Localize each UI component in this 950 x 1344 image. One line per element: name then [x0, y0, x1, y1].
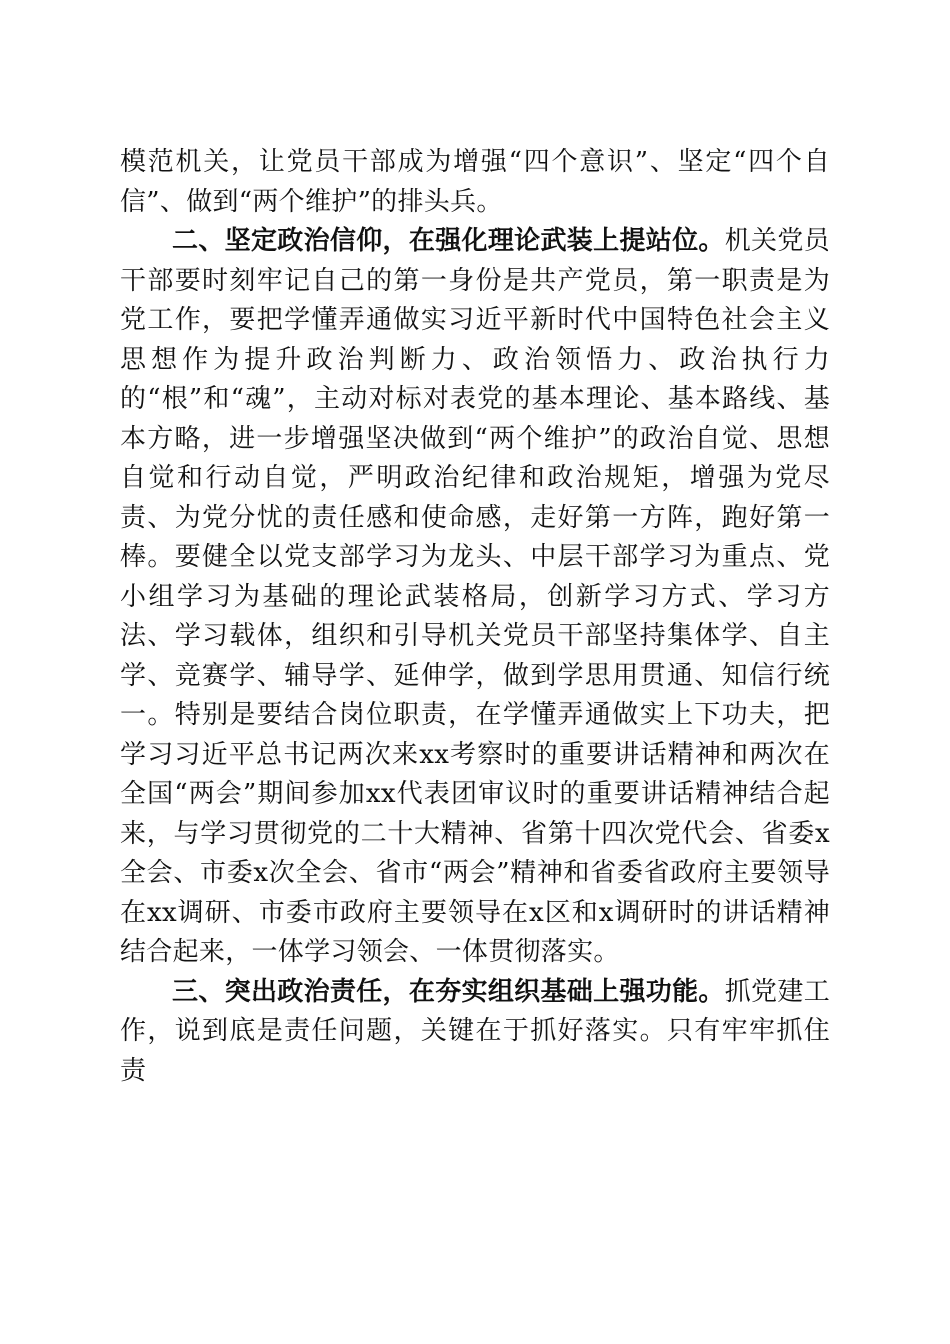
paragraph-text: 抓党建工作，说到底是责任问题，关键在于抓好落实。只有牢牢抓住责: [120, 976, 830, 1086]
section-heading: 三、突出政治责任，在夯实组织基础上强功能。: [172, 976, 725, 1007]
document-body: [120, 143, 830, 1091]
paragraph-section-3: [120, 973, 830, 1092]
section-heading: 二、坚定政治信仰，在强化理论武装上提站位。: [172, 226, 725, 256]
paragraph-continuation: [120, 143, 830, 222]
paragraph-section-2: [120, 222, 830, 973]
paragraph-text: 模范机关，让党员干部成为增强“四个意识”、坚定“四个自信”、做到“两个维护”的排头兵。: [120, 147, 830, 217]
paragraph-text: 机关党员干部要时刻牢记自己的第一身份是共产党员，第一职责是为党工作，要把学懂弄通做实习近平新时代中国特色社会主义思想作为提升政治判断力、政治领悟力、政治执行力的“根”和“魂”，主动对标对表党的基本理论、基本路线、基本方略，进一步增强坚决做到“两个维护”的政治自觉、思想自觉和行动自觉，严明政治纪律和政治规矩，增强为党尽责、为党分忧的责任感和使命感，走好第一方阵，跑好第一棒。要健全以党支部学习为龙头、中层干部学习为重点、党小组学习为基础的理论武装格局，创新学习方式、学习方法、学习载体，组织和引导机关党员干部坚持集体学、自主学、竞赛学、辅导学、延伸学，做到学思用贯通、知信行统一。特别是要结合岗位职责，在学懂弄通做实上下功夫，把学习习近平总书记两次来xx考察时的重要讲话精神和两次在全国“两会”期间参加xx代表团审议时的重要讲话精神结合起来，与学习贯彻党的二十大精神、省第十四次党代会、省委x全会、市委x次全会、省市“两会”精神和省委省政府主要领导在xx调研、市委市政府主要领导在x区和x调研时的讲话精神结合起来，一体学习领会、一体贯彻落实。: [120, 226, 830, 967]
